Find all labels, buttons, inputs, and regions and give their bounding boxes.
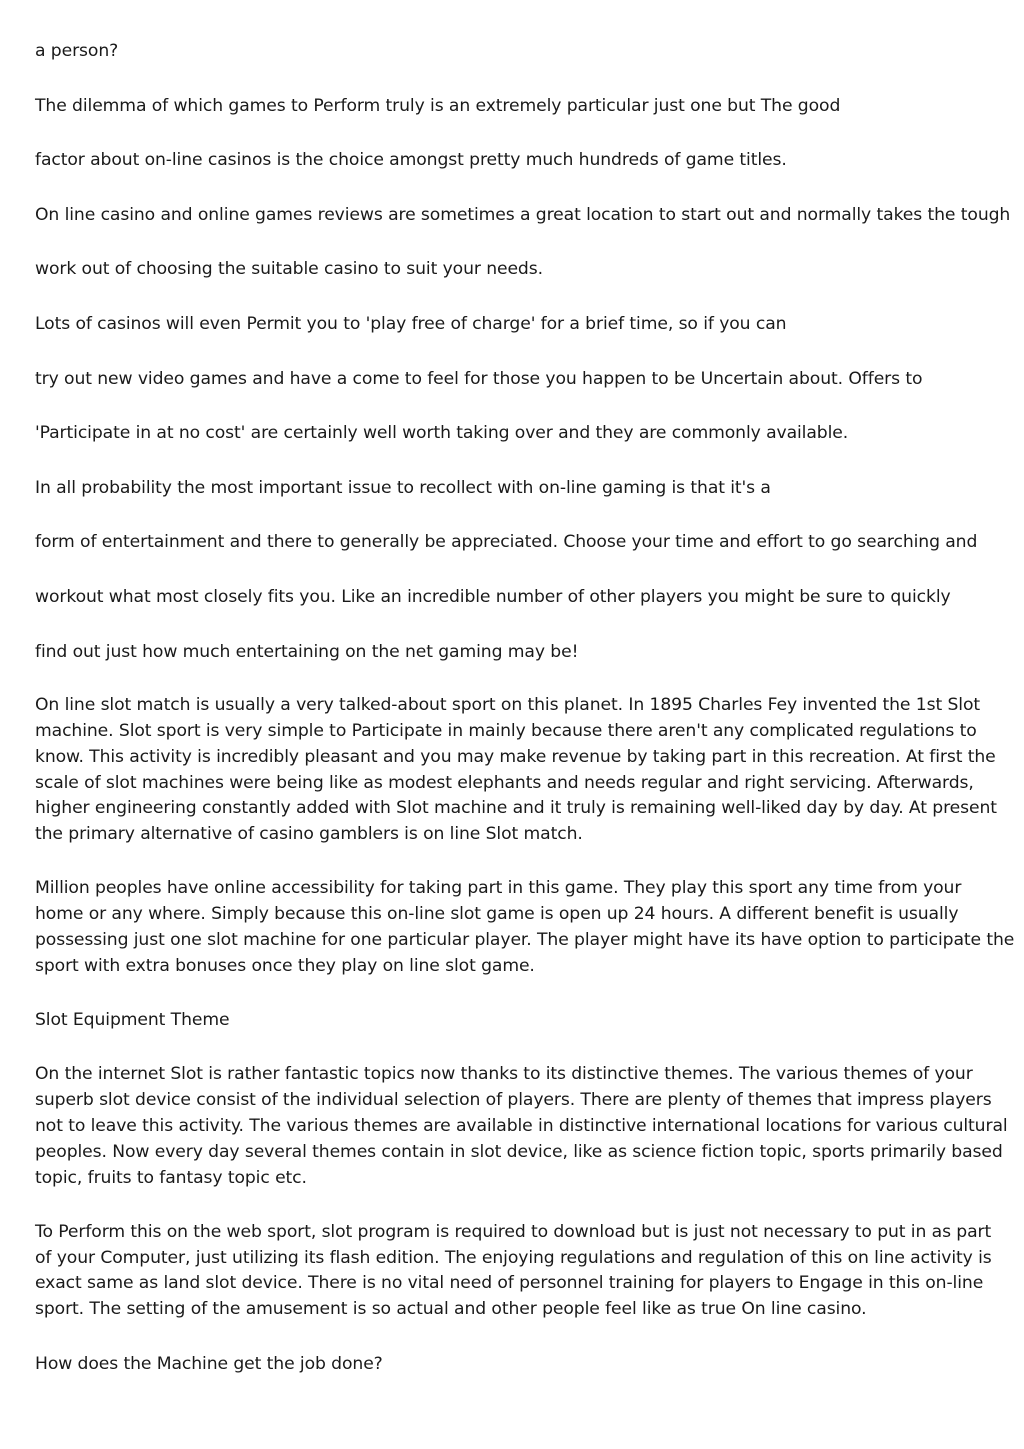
paragraph-line: On line slot match is usually a very talked-about sport on this planet. In 1895 Charles Fey invented the 1st Slot [35, 695, 980, 716]
heading-text: How does the Machine get the job done? [35, 1353, 383, 1374]
text-line: 'Participate in at no cost' are certainly well worth taking over and they are commonly available. [35, 423, 849, 444]
paragraph-line: scale of slot machines were being like as modest elephants and needs regular and right servicing. Afterwards, [35, 772, 974, 793]
section-heading-theme [35, 1008, 995, 1034]
paragraph-line: On the internet Slot is rather fantastic topics now thanks to its distinctive themes. The various themes of your [35, 1064, 973, 1085]
paragraph-line: To Perform this on the web sport, slot program is required to download but is just not necessary to put in as part [35, 1221, 992, 1242]
paragraph-line: higher engineering constantly added with Slot machine and it truly is remaining well-liked day by day. At present [35, 798, 997, 819]
paragraph-line: sport. The setting of the amusement is so actual and other people feel like as true On line casino. [35, 1299, 867, 1320]
paragraph-line: not to leave this activity. The various themes are available in distinctive international locations for various cultural [35, 1115, 1008, 1136]
text-line: a person? [35, 41, 119, 61]
paragraph-line: machine. Slot sport is very simple to Participate in mainly because there aren't any complicated regulations to [35, 720, 977, 741]
paragraph-themes [35, 1062, 1008, 1191]
paragraph-online-access [35, 876, 1015, 979]
heading-text: Slot Equipment Theme [35, 1010, 230, 1031]
text-line: try out new video games and have a come to feel for those you happen to be Uncertain about. Offers to [35, 368, 923, 389]
text-line: On line casino and online games reviews are sometimes a great location to start out and normally takes the tough [35, 204, 1011, 225]
text-line: work out of choosing the suitable casino to suit your needs. [35, 259, 543, 280]
paragraph-line: peoples. Now every day several themes contain in slot device, like as science fiction topic, sports primarily based [35, 1141, 1003, 1162]
text-line: find out just how much entertaining on the net gaming may be! [35, 641, 579, 662]
paragraph-line: sport with extra bonuses once they play on line slot game. [35, 955, 535, 976]
paragraph-line: the primary alternative of casino gamblers is on line Slot match. [35, 824, 583, 845]
text-line: In all probability the most important issue to recollect with on-line gaming is that it's a [35, 477, 771, 498]
section-heading-how-it-works [35, 1352, 995, 1378]
text-line: form of entertainment and there to generally be appreciated. Choose your time and effort to go searching and [35, 532, 978, 553]
paragraph-line: Million peoples have online accessibility for taking part in this game. They play this sport any time from your [35, 878, 962, 899]
paragraph-line: home or any where. Simply because this on-line slot game is open up 24 hours. A different benefit is usually [35, 904, 959, 925]
paragraph-line: possessing just one slot machine for one particular player. The player might have its have option to participate the [35, 930, 1015, 950]
text-line: Lots of casinos will even Permit you to 'play free of charge' for a brief time, so if you can [35, 313, 787, 334]
text-line: workout what most closely fits you. Like an incredible number of other players you might be sure to quickly [35, 586, 951, 607]
paragraph-line: superb slot device consist of the individual selection of players. There are plenty of themes that impress players [35, 1090, 992, 1111]
text-line: The dilemma of which games to Perform truly is an extremely particular just one but The good [35, 95, 841, 116]
paragraph-how-to-play [35, 1220, 995, 1323]
paragraph-slot-history [35, 693, 995, 848]
paragraph-line: of your Computer, just utilizing its flash edition. The enjoying regulations and regulation of this on line activity is [35, 1247, 992, 1268]
paragraph-line: know. This activity is incredibly pleasant and you may make revenue by taking part in this recreation. At first the [35, 746, 996, 767]
text-line: factor about on-line casinos is the choice amongst pretty much hundreds of game titles. [35, 150, 787, 171]
paragraph-line: exact same as land slot device. There is no vital need of personnel training for players to Engage in this on-line [35, 1273, 984, 1294]
document-page [35, 38, 1015, 1406]
paragraph-line: topic, fruits to fantasy topic etc. [35, 1167, 307, 1188]
